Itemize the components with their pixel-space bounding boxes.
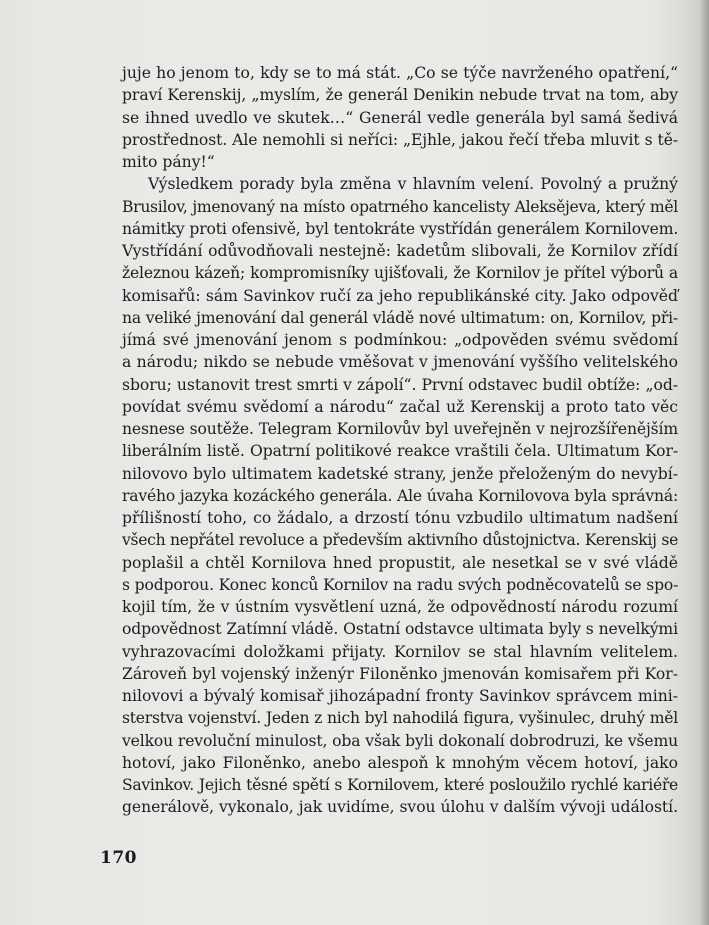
- text-line: Savinkov. Jejich těsné spětí s Kornilovem, které posloužilo rychlé kariéře: [122, 776, 678, 794]
- text-line: vyhrazovacími doložkami přijaty. Kornilov se stal hlavním velitelem.: [122, 642, 678, 661]
- text-line: Brusilov, jmenovaný na místo opatrného kancelisty Aleksějeva, který měl: [122, 197, 678, 216]
- text-line: kojil tím, že v ústním vysvětlení uzná, že odpovědností národu rozumí: [122, 598, 678, 616]
- text-line: povídat svému svědomí a národu“ začal už Kerenskij a proto tato věc: [122, 397, 678, 416]
- paragraph-first-line: Výsledkem porady byla změna v hlavním velení. Povolný a pružný: [148, 175, 678, 194]
- text-line: s podporou. Konec konců Kornilov na radu svých podněcovatelů se spo-: [122, 575, 679, 594]
- text-line: Vystřídání odůvodňovali nestejně: kadetům slibovali, že Kornilov zřídí: [122, 242, 678, 260]
- text-line: námitky proti ofensivě, byl tentokráte vystřídán generálem Kornilovem.: [122, 219, 679, 238]
- text-line: ravého jazyka kozáckého generála. Ale úvaha Kornilovova byla správná:: [122, 486, 678, 505]
- text-line: a národu; nikdo se nebude vměšovat v jmenování vyššího velitelského: [122, 353, 678, 372]
- text-line: nilovovo bylo ultimatem kadetské strany, jenže přeloženým do nevybí-: [122, 464, 678, 483]
- text-line: velkou revoluční minulost, oba však byli dokonalí dobrodruzi, ke všemu: [122, 731, 678, 750]
- text-line: Zároveň byl vojenský inženýr Filoněnko jmenován komisařem při Kor-: [122, 664, 678, 683]
- text-line: mito pány!“: [122, 153, 215, 171]
- text-line: liberálním listě. Opatrní politikové reakce vraštili čela. Ultimatum Kor-: [122, 442, 678, 461]
- text-line: se ihned uvedlo ve skutek…“ Generál vedle generála byl samá šedivá: [122, 108, 678, 127]
- page-number: 170: [100, 848, 137, 868]
- text-line: jímá své jmenování jenom s podmínkou: „odpověden svému svědomí: [122, 331, 678, 349]
- text-line: sboru; ustanovit trest smrti v zápolí“. První odstavec budil obtíže: „od-: [122, 375, 678, 394]
- text-line: prostřednost. Ale nemohli si neříci: „Ejhle, jakou řečí třeba mluvit s tě-: [122, 130, 678, 149]
- text-line: komisařů: sám Savinkov ručí za jeho republikánské city. Jako odpověď: [122, 286, 678, 305]
- text-line: nilovovi a bývalý komisař jihozápadní fronty Savinkov správcem mini-: [122, 687, 678, 705]
- text-line: železnou kázeň; kompromisníky ujišťovali, že Kornilov je přítel výborů a: [122, 264, 678, 283]
- text-line: všech nepřátel revoluce a především aktivního důstojnictva. Kerenskij se: [122, 531, 678, 550]
- text-line: sterstva vojenství. Jeden z nich byl nahodilá figura, vyšinulec, druhý měl: [122, 709, 678, 728]
- text-line: juje ho jenom to, kdy se to má stát. „Co se týče navrženého opatření,“: [122, 64, 678, 82]
- text-line: přílišností toho, co žádalo, a drzostí tónu vzbudilo ultimatum nadšení: [122, 509, 678, 527]
- text-line: na veliké jmenování dal generál vládě nové ultimatum: on, Kornilov, při-: [122, 308, 678, 327]
- text-line: nesnese soutěže. Telegram Kornilovův byl uveřejněn v nejrozšířenějším: [122, 420, 678, 438]
- text-line: odpovědnost Zatímní vládě. Ostatní odstavce ultimata byly s nevelkými: [122, 620, 678, 639]
- body-text: [122, 62, 678, 819]
- text-line: poplašil a chtěl Kornilova hned propustit, ale nesetkal se v své vládě: [122, 553, 678, 572]
- page-gutter-shadow: [699, 0, 709, 925]
- text-line: generálově, vykonalo, jak uvidíme, svou úlohu v dalším vývoji událostí.: [122, 798, 678, 817]
- text-line: praví Kerenskij, „myslím, že generál Denikin nebude trvat na tom, aby: [122, 86, 678, 105]
- text-line: hotoví, jako Filoněnko, anebo alespoň k mnohým věcem hotoví, jako: [122, 753, 678, 772]
